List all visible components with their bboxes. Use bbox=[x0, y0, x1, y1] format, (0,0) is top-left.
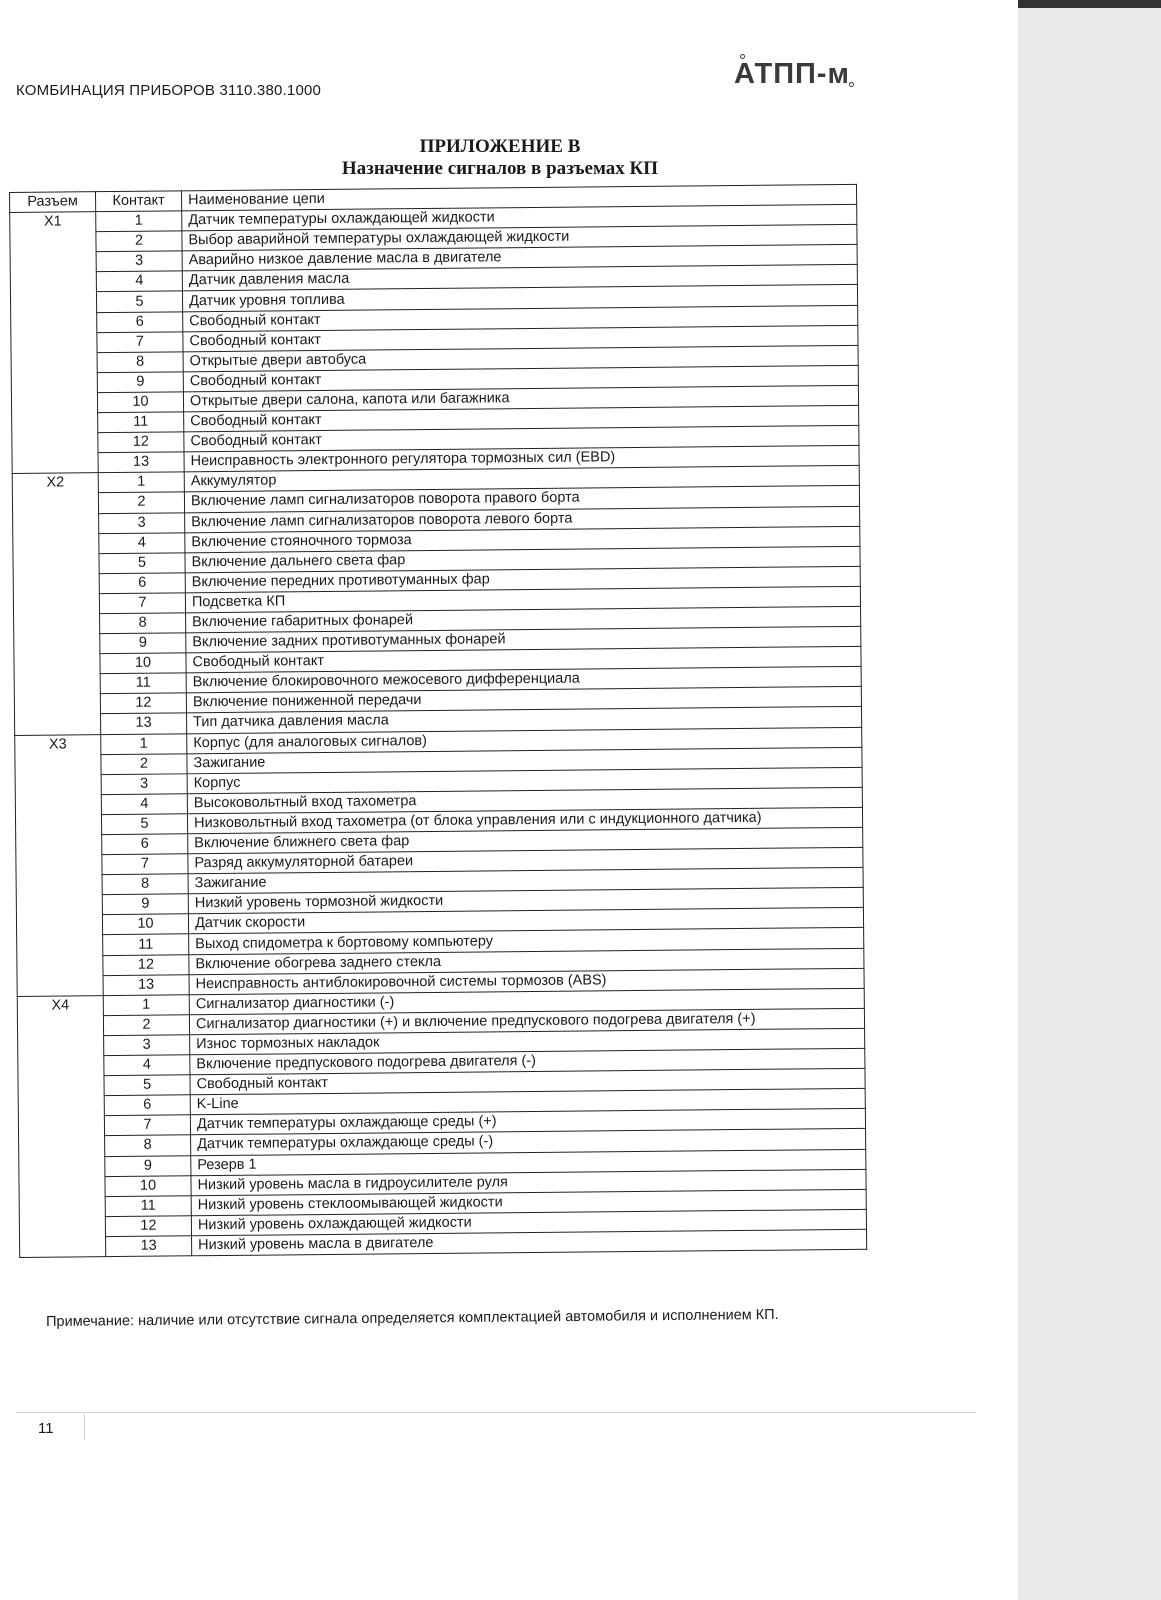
circuit-name-cell: Свободный контакт bbox=[184, 425, 859, 452]
pin-cell: 11 bbox=[98, 412, 184, 433]
pin-cell: 12 bbox=[103, 954, 189, 975]
circuit-name-cell: Включение ламп сигнализаторов поворота левого борта bbox=[185, 506, 860, 533]
pin-cell: 11 bbox=[100, 673, 186, 694]
circuit-name-cell: Свободный контакт bbox=[183, 365, 858, 392]
pin-cell: 5 bbox=[96, 291, 182, 312]
circuit-name-cell: Сигнализатор диагностики (-) bbox=[189, 988, 864, 1015]
pin-cell: 11 bbox=[105, 1195, 191, 1216]
circuit-name-cell: Износ тормозных накладок bbox=[190, 1028, 865, 1055]
logo-node-icon bbox=[740, 54, 745, 59]
circuit-name-cell: Подсветка КП bbox=[185, 586, 860, 613]
circuit-name-cell: Свободный контакт bbox=[183, 325, 858, 352]
circuit-name-cell: Включение габаритных фонарей bbox=[186, 606, 861, 633]
circuit-name-cell: Низковольтный вход тахометра (от блока управления или с индукционного датчика) bbox=[187, 807, 862, 834]
circuit-name-cell: Включение предпускового подогрева двигателя (-) bbox=[190, 1048, 865, 1075]
pin-cell: 6 bbox=[97, 311, 183, 332]
circuit-name-cell: Выбор аварийной температуры охлаждающей жидкости bbox=[182, 225, 857, 252]
signals-table bbox=[9, 184, 867, 1258]
header-circuit-name: Наименование цепи bbox=[181, 184, 856, 211]
circuit-name-cell: Сигнализатор диагностики (+) и включение предпускового подогрева двигателя (+) bbox=[189, 1008, 864, 1035]
pin-cell: 1 bbox=[101, 733, 187, 754]
connector-cell: X1 bbox=[10, 212, 99, 474]
circuit-name-cell: Свободный контакт bbox=[183, 305, 858, 332]
pin-cell: 10 bbox=[97, 392, 183, 413]
pin-cell: 9 bbox=[97, 372, 183, 393]
circuit-name-cell: Включение пониженной передачи bbox=[186, 687, 861, 714]
footer-divider bbox=[16, 1412, 976, 1413]
header-connector: Разъем bbox=[10, 192, 96, 213]
circuit-name-cell: Аварийно низкое давление масла в двигателе bbox=[182, 245, 857, 272]
table-body bbox=[10, 204, 867, 1257]
circuit-name-cell: Аккумулятор bbox=[184, 466, 859, 493]
pin-cell: 8 bbox=[97, 352, 183, 373]
pin-cell: 9 bbox=[105, 1155, 191, 1176]
pin-cell: 11 bbox=[103, 934, 189, 955]
pin-cell: 7 bbox=[104, 1115, 190, 1136]
pin-cell: 13 bbox=[103, 974, 189, 995]
circuit-name-cell: Зажигание bbox=[188, 868, 863, 895]
pin-cell: 2 bbox=[101, 753, 187, 774]
circuit-name-cell: Низкий уровень тормозной жидкости bbox=[188, 888, 863, 915]
circuit-name-cell: Свободный контакт bbox=[190, 1068, 865, 1095]
circuit-name-cell: Включение задних противотуманных фонарей bbox=[186, 626, 861, 653]
scan-edge bbox=[1018, 0, 1161, 8]
circuit-name-cell: Низкий уровень масла в двигателе bbox=[192, 1229, 867, 1256]
circuit-name-cell: Включение передних противотуманных фар bbox=[185, 566, 860, 593]
circuit-name-cell: Датчик уровня топлива bbox=[182, 285, 857, 312]
logo-text: АТПП-м bbox=[734, 58, 851, 90]
pin-cell: 8 bbox=[102, 874, 188, 895]
pin-cell: 10 bbox=[102, 914, 188, 935]
pin-cell: 2 bbox=[98, 492, 184, 513]
pin-cell: 1 bbox=[96, 211, 182, 232]
circuit-name-cell: Включение ламп сигнализаторов поворота правого борта bbox=[184, 486, 859, 513]
pin-cell: 13 bbox=[98, 452, 184, 473]
pin-cell: 3 bbox=[104, 1035, 190, 1056]
circuit-name-cell: Выход спидометра к бортовому компьютеру bbox=[189, 928, 864, 955]
circuit-name-cell: Разряд аккумуляторной батареи bbox=[188, 847, 863, 874]
circuit-name-cell: Низкий уровень охлаждающей жидкости bbox=[191, 1209, 866, 1236]
circuit-name-cell: Свободный контакт bbox=[184, 405, 859, 432]
circuit-name-cell: Неисправность электронного регулятора тормозных сил (EBD) bbox=[184, 446, 859, 473]
pin-cell: 7 bbox=[97, 331, 183, 352]
pin-cell: 6 bbox=[104, 1095, 190, 1116]
pin-cell: 5 bbox=[104, 1075, 190, 1096]
document-header: КОМБИНАЦИЯ ПРИБОРОВ 3110.380.1000 bbox=[16, 82, 322, 99]
circuit-name-cell: Открытые двери салона, капота или багажника bbox=[183, 385, 858, 412]
pin-cell: 1 bbox=[103, 995, 189, 1016]
circuit-name-cell: Резерв 1 bbox=[191, 1149, 866, 1176]
connector-cell: X3 bbox=[15, 734, 104, 996]
footnote: Примечание: наличие или отсутствие сигнала определяется комплектацией автомобиля и исполнением КП. bbox=[46, 1306, 779, 1330]
company-logo bbox=[734, 58, 874, 100]
circuit-name-cell: Датчик температуры охлаждающей жидкости bbox=[182, 204, 857, 231]
circuit-name-cell: Высоковольтный вход тахометра bbox=[187, 787, 862, 814]
pin-cell: 1 bbox=[98, 472, 184, 493]
pin-cell: 4 bbox=[99, 532, 185, 553]
connector-cell: X2 bbox=[12, 473, 101, 735]
pin-cell: 7 bbox=[99, 593, 185, 614]
pin-cell: 2 bbox=[103, 1015, 189, 1036]
connector-cell: X4 bbox=[17, 995, 106, 1257]
appendix-title: ПРИЛОЖЕНИЕ В bbox=[419, 136, 581, 157]
pin-cell: 6 bbox=[99, 573, 185, 594]
pin-cell: 13 bbox=[106, 1236, 192, 1257]
pin-cell: 8 bbox=[100, 613, 186, 634]
pin-cell: 4 bbox=[96, 271, 182, 292]
scan-margin bbox=[1018, 0, 1161, 1600]
pin-cell: 8 bbox=[105, 1135, 191, 1156]
pin-cell: 6 bbox=[102, 834, 188, 855]
appendix-subtitle: Назначение сигналов в разъемах КП bbox=[341, 158, 659, 179]
circuit-name-cell: Свободный контакт bbox=[186, 646, 861, 673]
signals-table-container bbox=[9, 184, 867, 1258]
circuit-name-cell: Включение стояночного тормоза bbox=[185, 526, 860, 553]
circuit-name-cell: Корпус bbox=[187, 767, 862, 794]
pin-cell: 13 bbox=[101, 713, 187, 734]
circuit-name-cell: Низкий уровень масла в гидроусилителе руля bbox=[191, 1169, 866, 1196]
circuit-name-cell: Включение обогрева заднего стекла bbox=[189, 948, 864, 975]
pin-cell: 7 bbox=[102, 854, 188, 875]
circuit-name-cell: K-Line bbox=[190, 1089, 865, 1116]
pin-cell: 4 bbox=[101, 794, 187, 815]
page-number: 11 bbox=[38, 1420, 54, 1437]
logo-node-icon bbox=[849, 82, 854, 87]
circuit-name-cell: Включение ближнего света фар bbox=[188, 827, 863, 854]
pin-cell: 5 bbox=[101, 814, 187, 835]
circuit-name-cell: Неисправность антиблокировочной системы тормозов (ABS) bbox=[189, 968, 864, 995]
pin-cell: 2 bbox=[96, 231, 182, 252]
circuit-name-cell: Датчик температуры охлаждающе среды (-) bbox=[191, 1129, 866, 1156]
pin-cell: 3 bbox=[99, 512, 185, 533]
pin-cell: 3 bbox=[96, 251, 182, 272]
circuit-name-cell: Тип датчика давления масла bbox=[187, 707, 862, 734]
circuit-name-cell: Датчик температуры охлаждающе среды (+) bbox=[190, 1109, 865, 1136]
header-pin: Контакт bbox=[96, 191, 182, 212]
pin-cell: 10 bbox=[105, 1175, 191, 1196]
pin-cell: 10 bbox=[100, 653, 186, 674]
circuit-name-cell: Датчик скорости bbox=[188, 908, 863, 935]
pin-cell: 9 bbox=[100, 633, 186, 654]
pin-cell: 12 bbox=[100, 693, 186, 714]
pin-cell: 4 bbox=[104, 1055, 190, 1076]
circuit-name-cell: Включение дальнего света фар bbox=[185, 546, 860, 573]
pin-cell: 5 bbox=[99, 553, 185, 574]
pin-cell: 3 bbox=[101, 774, 187, 795]
pin-cell: 12 bbox=[98, 432, 184, 453]
circuit-name-cell: Включение блокировочного межосевого дифференциала bbox=[186, 667, 861, 694]
circuit-name-cell: Зажигание bbox=[187, 747, 862, 774]
circuit-name-cell: Открытые двери автобуса bbox=[183, 345, 858, 372]
circuit-name-cell: Датчик давления масла bbox=[182, 265, 857, 292]
circuit-name-cell: Корпус (для аналоговых сигналов) bbox=[187, 727, 862, 754]
pin-cell: 12 bbox=[105, 1216, 191, 1237]
circuit-name-cell: Низкий уровень стеклоомывающей жидкости bbox=[191, 1189, 866, 1216]
pin-cell: 9 bbox=[102, 894, 188, 915]
